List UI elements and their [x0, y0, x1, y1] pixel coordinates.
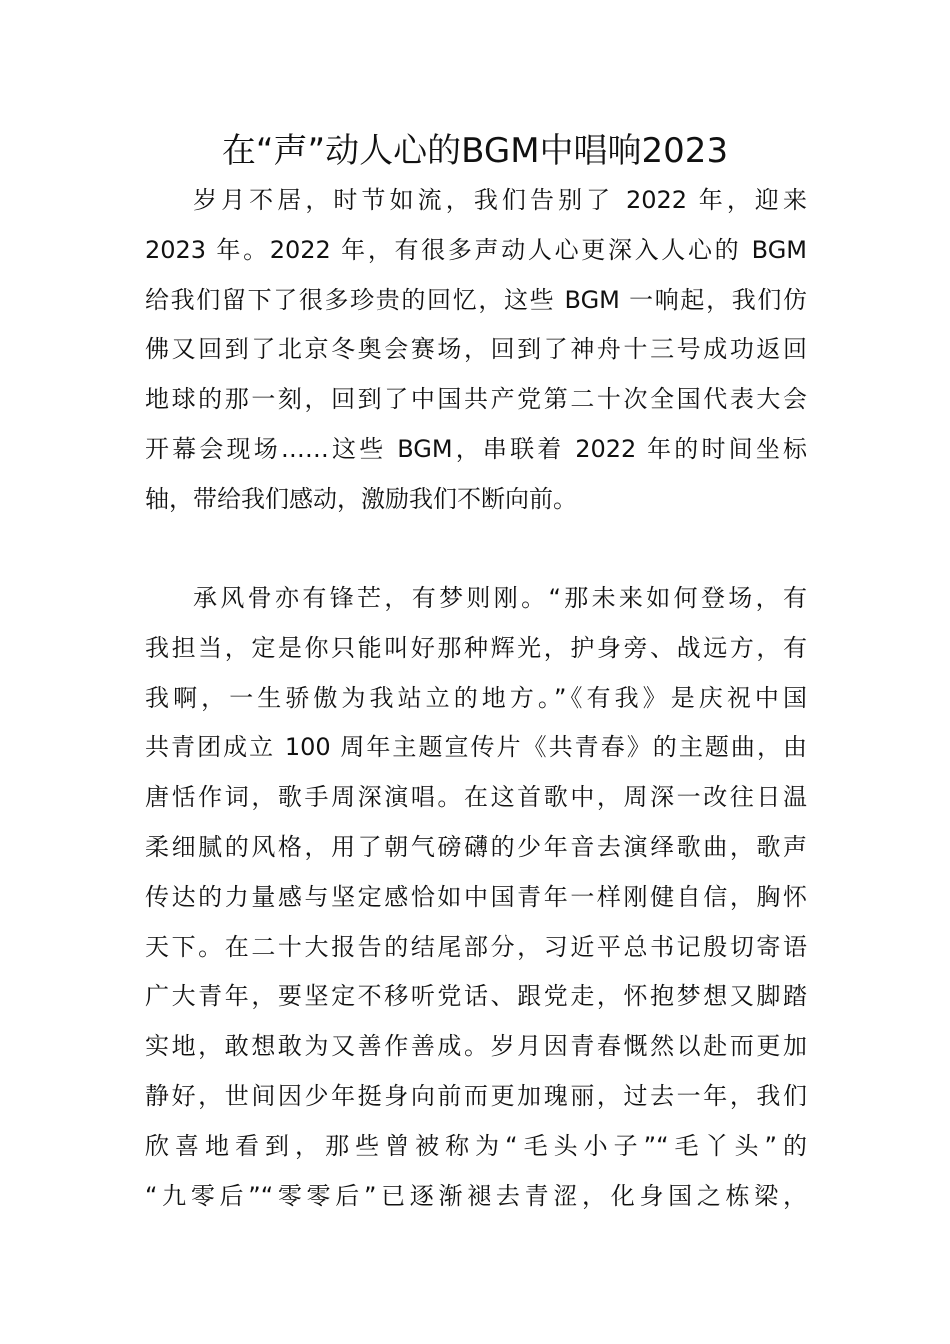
paragraph-line: 2023 年。2022 年，有很多声动人心更深入人心的 BGM: [145, 235, 807, 264]
paragraph-line: 佛又回到了北京冬奥会赛场，回到了神舟十三号成功返回: [145, 335, 807, 364]
paragraph-line: 地球的那一刻，回到了中国共产党第二十次全国代表大会: [145, 385, 807, 414]
paragraph-line: 给我们留下了很多珍贵的回忆，这些 BGM 一响起，我们仿: [145, 285, 807, 314]
paragraph-line: 传达的力量感与坚定感恰如中国青年一样刚健自信，胸怀: [145, 882, 807, 911]
paragraph-line: 广大青年，要坚定不移听党话、跟党走，怀抱梦想又脚踏: [145, 982, 807, 1011]
paragraph-line: 开幕会现场……这些 BGM，串联着 2022 年的时间坐标: [145, 434, 807, 463]
paragraph-line: 柔细腻的风格，用了朝气磅礴的少年音去演绎歌曲，歌声: [145, 832, 807, 861]
paragraph-line: 欣喜地看到，那些曾被称为“毛头小子”“毛丫头”的: [145, 1131, 807, 1160]
paragraph-line: 唐恬作词，歌手周深演唱。在这首歌中，周深一改往日温: [145, 783, 807, 812]
paragraph-1: [145, 176, 807, 525]
paragraph-line: “九零后”“零零后”已逐渐褪去青涩，化身国之栋梁，: [145, 1181, 807, 1210]
paragraph-line: 岁月不居，时节如流，我们告别了 2022 年，迎来: [193, 186, 807, 214]
paragraph-line: 静好，世间因少年挺身向前而更加瑰丽，过去一年，我们: [145, 1081, 807, 1110]
paragraph-line: 承风骨亦有锋芒，有梦则刚。“那未来如何登场，有: [193, 584, 807, 612]
paragraph-2: [145, 574, 807, 1221]
document-title: 在“声”动人心的BGM中唱响2023: [221, 131, 729, 171]
paragraph-line: 天下。在二十大报告的结尾部分，习近平总书记殷切寄语: [145, 932, 807, 961]
paragraph-line: 我担当，定是你只能叫好那种辉光，护身旁、战远方，有: [145, 633, 807, 662]
paragraph-line: 实地，敢想敢为又善作善成。岁月因青春慨然以赴而更加: [145, 1032, 807, 1061]
paragraph-line: 共青团成立 100 周年主题宣传片《共青春》的主题曲，由: [145, 733, 807, 762]
paragraph-line: 轴，带给我们感动，激励我们不断向前。: [145, 484, 577, 513]
paragraph-line: 我啊，一生骄傲为我站立的地方。”《有我》是庆祝中国: [145, 683, 807, 712]
